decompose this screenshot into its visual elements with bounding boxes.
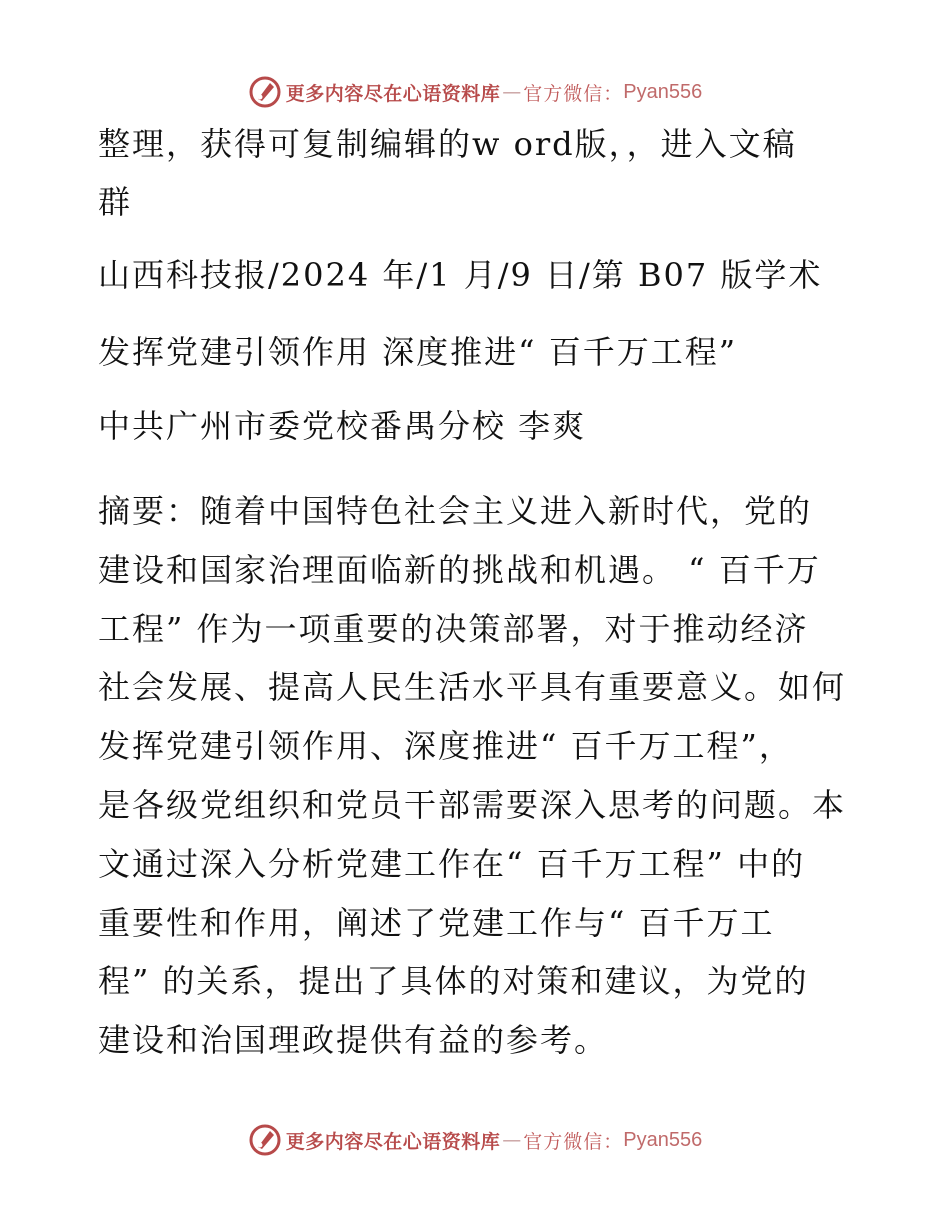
pen-nib-logo-icon [248, 75, 282, 109]
abstract [98, 482, 858, 1070]
abstract-line: 社会发展、提高人民生活水平具有重要意义。如何 [98, 668, 847, 707]
intro-line-1: 整理，获得可复制编辑的w ord版，，进入文稿 [98, 125, 797, 163]
author-line: 中共广州市委党校番禺分校 李爽 [98, 407, 587, 445]
wechat-id: Pyan556 [623, 80, 703, 103]
abstract-line: 程” 的关系，提出了具体的对策和建议，为党的 [98, 962, 809, 1001]
source-line: 山西科技报/2024 年/1 月/9 日/第 B07 版学术 [98, 256, 823, 294]
wechat-label: 官方微信： [523, 82, 624, 105]
footer-watermark [0, 1120, 950, 1160]
promo-text: 更多内容尽在心语资料库 [285, 1130, 501, 1153]
intro-line-2: 群 [98, 183, 133, 221]
abstract-line: 发挥党建引领作用、深度推进“ 百千万工程”， [98, 727, 793, 766]
article-title: 发挥党建引领作用 深度推进“ 百千万工程” [98, 333, 738, 371]
separator: — [502, 81, 522, 103]
promo-text: 更多内容尽在心语资料库 [285, 82, 501, 105]
abstract-line: 工程” 作为一项重要的决策部署，对于推动经济 [98, 609, 809, 648]
wechat-label: 官方微信： [523, 1130, 624, 1153]
abstract-line: 摘要：随着中国特色社会主义进入新时代，党的 [98, 492, 813, 530]
header-watermark [0, 72, 950, 112]
abstract-line: 文通过深入分析党建工作在“ 百千万工程” 中的 [98, 844, 806, 883]
separator: — [502, 1129, 522, 1151]
abstract-line: 重要性和作用，阐述了党建工作与“ 百千万工 [98, 903, 775, 942]
pen-nib-logo-icon [248, 1123, 282, 1157]
abstract-line: 是各级党组织和党员干部需要深入思考的问题。本 [98, 785, 847, 824]
wechat-id: Pyan556 [623, 1128, 703, 1151]
abstract-line: 建设和国家治理面临新的挑战和机遇。 “ 百千万 [98, 550, 821, 589]
abstract-line: 建设和治国理政提供有益的参考。 [98, 1021, 609, 1060]
